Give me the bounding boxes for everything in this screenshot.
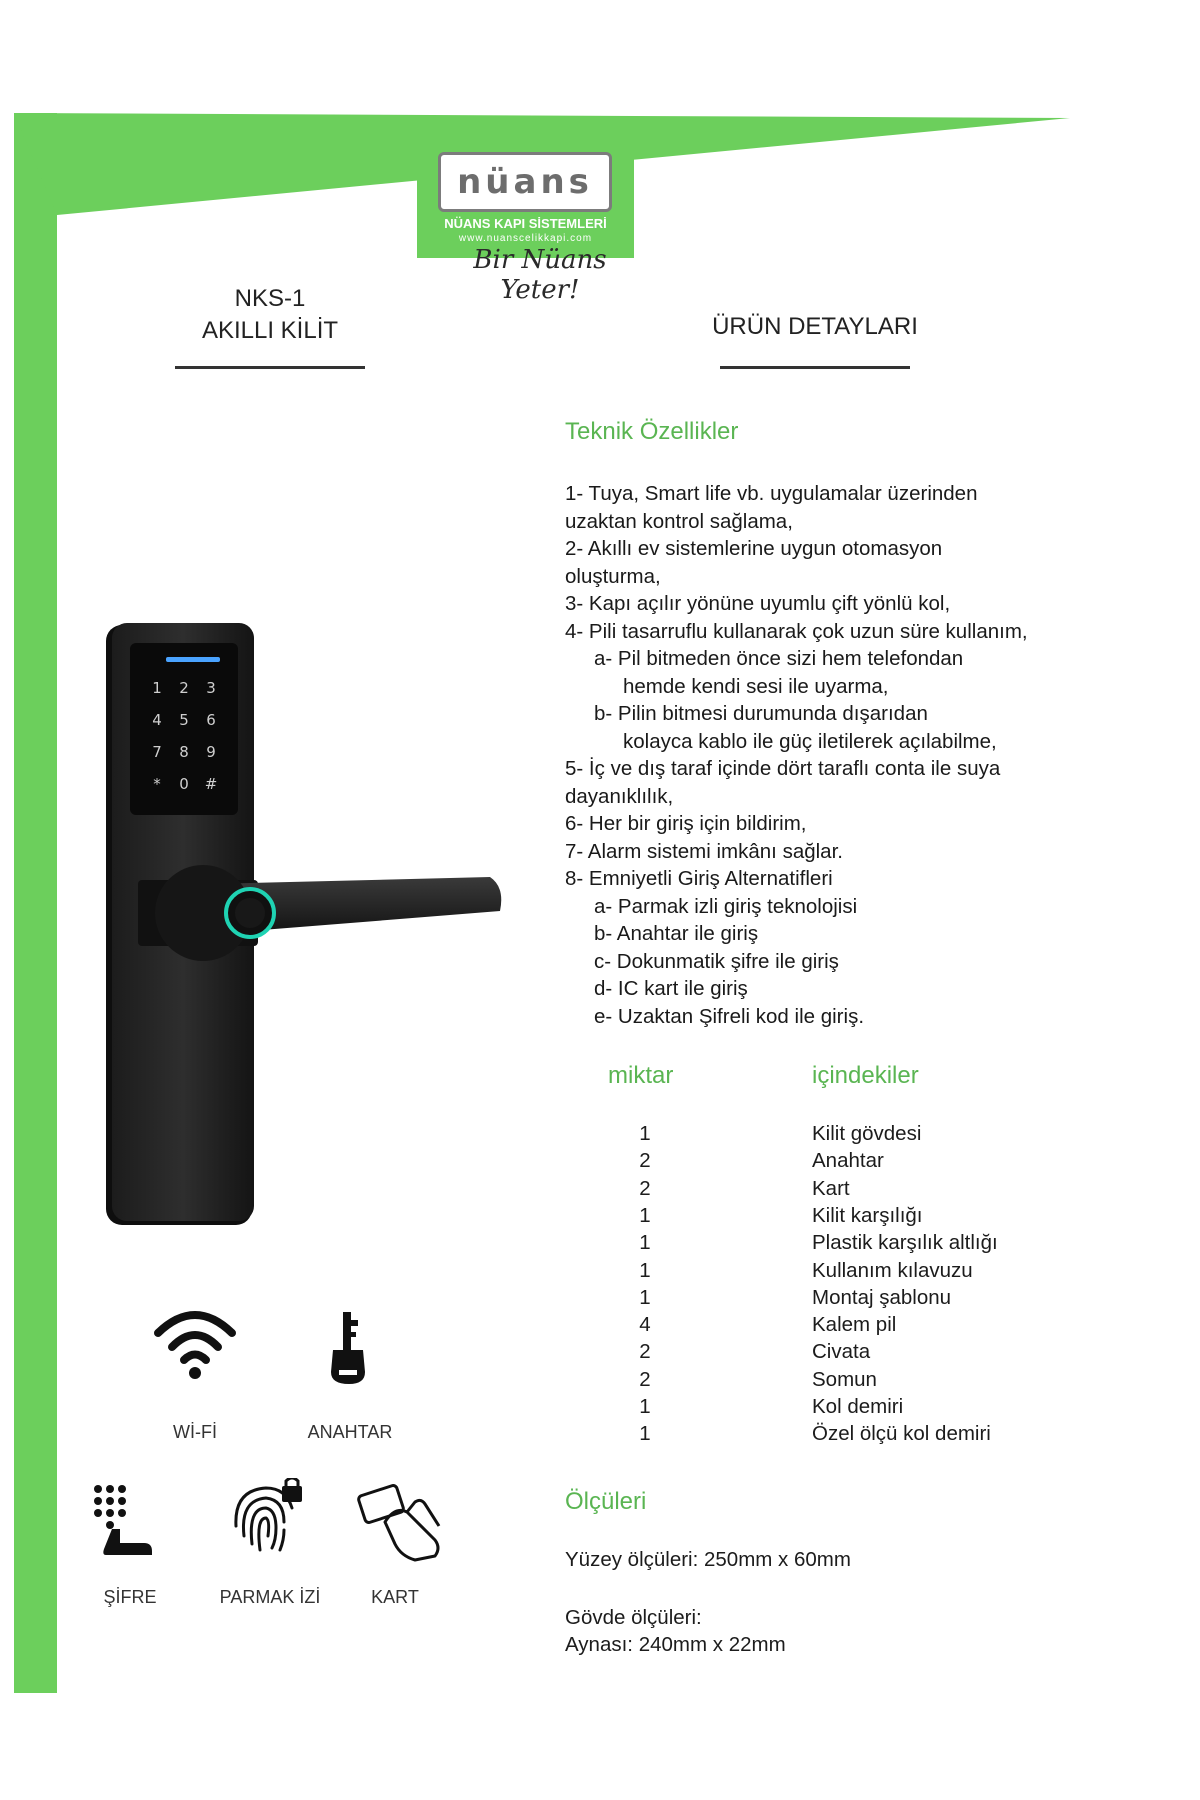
keypad-key: 0: [179, 775, 189, 793]
tech-spec-line: 3- Kapı açılır yönüne uyumlu çift yönlü kol,: [565, 592, 951, 615]
key-icon: [325, 1310, 375, 1390]
keypad-icon: [92, 1483, 162, 1563]
contents-item: Somun: [812, 1367, 877, 1391]
tech-spec-line: 8- Emniyetli Giriş Alternatifleri: [565, 867, 833, 890]
tech-spec-line: 4- Pili tasarruflu kullanarak çok uzun süre kullanım,: [565, 619, 1028, 643]
keypad-key: #: [204, 775, 218, 793]
keypad-key: 9: [206, 743, 216, 761]
contents-qty: 2: [639, 1149, 651, 1173]
contents-item: Kart: [812, 1176, 850, 1200]
tech-spec-line: b- Pilin bitmesi durumunda dışarıdan: [594, 702, 928, 725]
contents-item-heading: içindekiler: [812, 1062, 919, 1089]
contents-qty-heading: miktar: [608, 1062, 674, 1089]
keypad-key: 4: [152, 711, 162, 729]
tech-spec-line: b- Anahtar ile giriş: [594, 922, 759, 945]
tech-spec-line: kolayca kablo ile güç iletilerek açılabilme,: [623, 729, 997, 753]
tech-spec-line: dayanıklılık,: [565, 784, 674, 808]
dimensions-heading: Ölçüleri: [565, 1488, 647, 1515]
tech-spec-line: 2- Akıllı ev sistemlerine uygun otomasyon: [565, 537, 943, 560]
feature-label-fingerprint: PARMAK İZİ: [219, 1587, 321, 1607]
tech-heading: Teknik Özellikler: [565, 418, 739, 445]
brand-company-name: NÜANS KAPI SİSTEMLERİ: [444, 216, 607, 231]
fingerprint-reader-core: [235, 898, 265, 928]
keypad-key: 7: [152, 743, 162, 761]
tech-spec-line: a- Pil bitmeden önce sizi hem telefondan: [594, 647, 964, 670]
contents-item: Plastik karşılık altlığı: [812, 1231, 998, 1255]
brand-logo: [438, 152, 612, 212]
status-led: [166, 657, 220, 662]
brand-url: www.nuanscelikkapi.com: [458, 233, 593, 244]
feature-label-wifi: Wİ-Fİ: [173, 1422, 217, 1442]
tech-spec-line: uzaktan kontrol sağlama,: [565, 509, 793, 533]
tech-spec-line: 6- Her bir giriş için bildirim,: [565, 812, 807, 835]
tech-spec-line: 7- Alarm sistemi imkânı sağlar.: [565, 839, 843, 863]
contents-item: Civata: [812, 1340, 871, 1364]
contents-qty: 1: [639, 1122, 651, 1145]
tech-spec-line: a- Parmak izli giriş teknolojisi: [594, 894, 858, 918]
card-icon: [355, 1482, 450, 1562]
feature-label-key: ANAHTAR: [307, 1422, 393, 1442]
contents-qty: 2: [639, 1367, 651, 1391]
product-title-underline: [175, 366, 365, 369]
contents-item: Montaj şablonu: [812, 1285, 952, 1309]
tech-spec-line: 5- İç ve dış taraf içinde dört taraflı conta ile suya: [565, 757, 1001, 780]
tech-spec-line: e- Uzaktan Şifreli kod ile giriş.: [594, 1004, 865, 1028]
contents-item: Kilit gövdesi: [812, 1122, 922, 1145]
keypad-key: 3: [206, 679, 216, 697]
details-title-underline: [720, 366, 910, 369]
contents-item: Kol demiri: [812, 1395, 904, 1418]
keypad-key: 8: [179, 743, 189, 761]
contents-qty: 4: [639, 1313, 651, 1337]
tech-spec-line: d- IC kart ile giriş: [594, 977, 748, 1000]
tech-spec-line: oluşturma,: [565, 564, 661, 588]
keypad-key: 5: [179, 711, 189, 729]
left-green-bar: [14, 113, 57, 1693]
contents-qty: 2: [639, 1340, 651, 1364]
contents-item: Anahtar: [812, 1149, 884, 1173]
contents-qty: 1: [639, 1395, 651, 1418]
brand-slogan: Bir Nüans Yeter!: [473, 245, 607, 305]
smart-lock-image: [100, 615, 510, 1230]
tech-spec-line: hemde kendi sesi ile uyarma,: [623, 674, 889, 698]
contents-qty: 1: [639, 1231, 651, 1255]
wifi-icon: [150, 1305, 240, 1385]
mirror-dimensions: Aynası: 240mm x 22mm: [565, 1633, 786, 1656]
tech-spec-line: 1- Tuya, Smart life vb. uygulamalar üzerinden: [565, 482, 978, 505]
keypad-key: *: [153, 775, 161, 793]
product-model: NKS-1: [234, 285, 306, 312]
contents-qty: 1: [639, 1285, 651, 1309]
contents-item: Kullanım kılavuzu: [812, 1258, 973, 1282]
contents-item: Kilit karşılığı: [812, 1203, 923, 1227]
feature-label-password: ŞİFRE: [103, 1587, 157, 1607]
fingerprint-icon: [226, 1478, 306, 1558]
contents-qty: 1: [639, 1422, 651, 1446]
contents-qty: 1: [639, 1203, 651, 1227]
product-name: AKILLI KİLİT: [201, 317, 339, 344]
surface-dimensions: Yüzey ölçüleri: 250mm x 60mm: [565, 1548, 851, 1571]
contents-item: Kalem pil: [812, 1313, 897, 1337]
contents-qty: 2: [639, 1176, 651, 1200]
brand-logo-text: nüans: [457, 162, 593, 202]
details-title: ÜRÜN DETAYLARI: [712, 313, 918, 340]
contents-qty: 1: [639, 1258, 651, 1282]
keypad-key: 1: [152, 679, 162, 697]
body-dimensions-label: Gövde ölçüleri:: [565, 1606, 702, 1629]
tech-spec-line: c- Dokunmatik şifre ile giriş: [594, 949, 839, 973]
keypad-key: 6: [206, 711, 216, 729]
contents-item: Özel ölçü kol demiri: [812, 1422, 991, 1446]
feature-label-card: KART: [371, 1587, 419, 1607]
keypad-key: 2: [179, 679, 189, 697]
